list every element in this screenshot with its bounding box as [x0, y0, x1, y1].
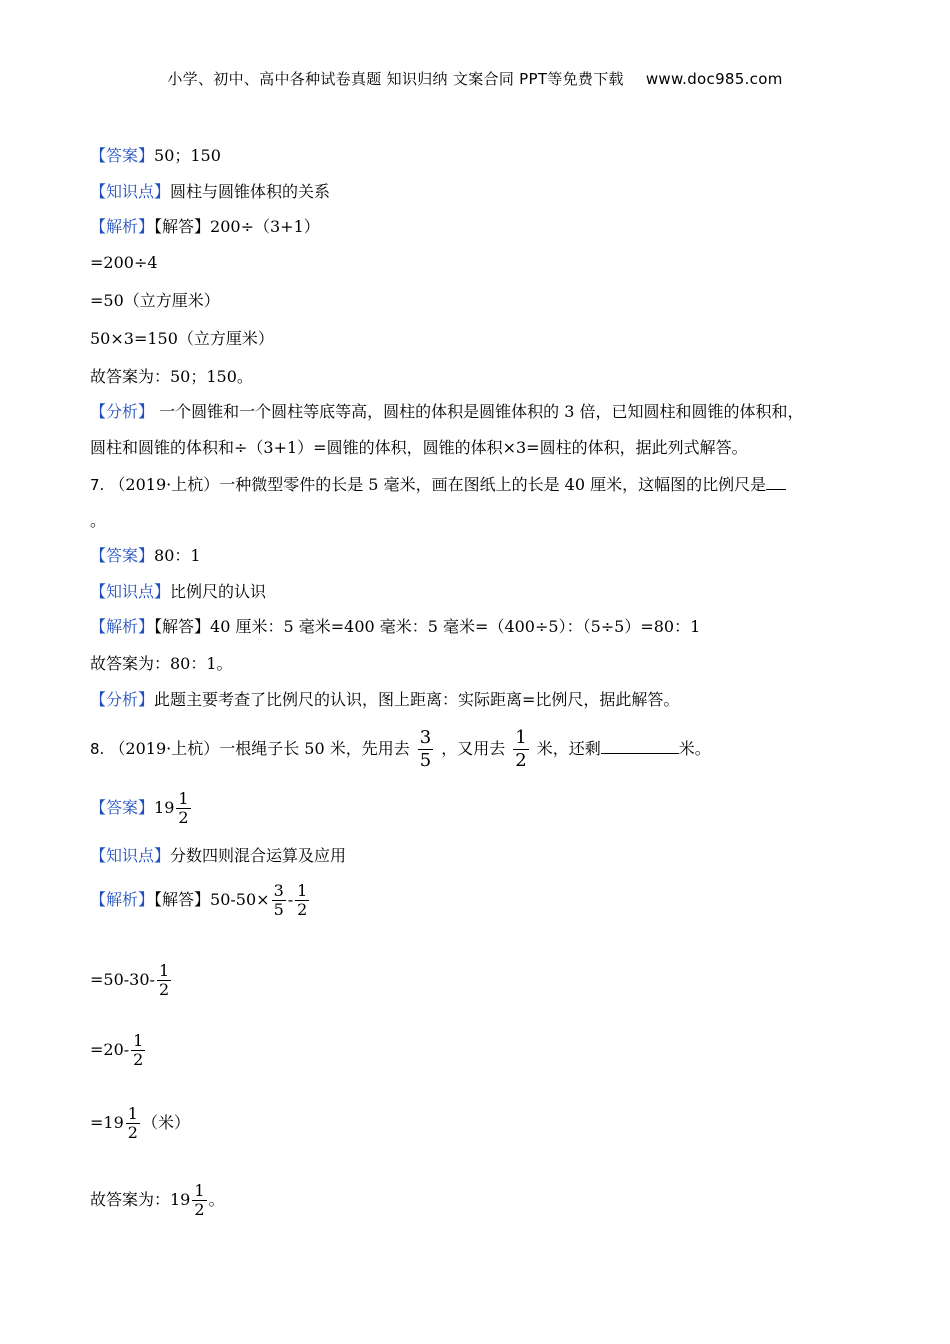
fraction-denominator: 5 — [273, 900, 284, 919]
q6-step2: =200÷4 — [90, 253, 158, 272]
fraction-denominator: 2 — [515, 750, 527, 771]
fraction-denominator: 2 — [178, 808, 189, 827]
fraction-one-half — [192, 1182, 206, 1219]
fraction-denominator: 2 — [194, 1200, 205, 1219]
q6-step4: 50×3=150（立方厘米） — [90, 329, 274, 348]
q7-end: 。 — [90, 511, 107, 530]
q7-question — [90, 474, 786, 496]
q7-text: 一种微型零件的长是 5 毫米，画在图纸上的长是 40 厘米，这幅图的比例尺是 — [219, 475, 767, 494]
fraction-numerator: 1 — [297, 881, 308, 900]
analysis-tag: 【解析】 — [90, 890, 155, 909]
q7-answer: 80：1 — [154, 546, 201, 565]
header-title: 小学、初中、高中各种试卷真题 知识归纳 文案合同 PPT等免费下载 — [167, 70, 624, 88]
q8-answer-line — [90, 790, 193, 827]
fraction-one-half — [126, 1105, 140, 1142]
q8-solution-prefix: 50-50× — [210, 890, 270, 909]
q8-answer-whole: 19 — [154, 798, 175, 817]
q8-knowledge: 分数四则混合运算及应用 — [170, 846, 347, 865]
reasoning-tag: 【分析】 — [90, 690, 155, 709]
q7-reasoning: 此题主要考查了比例尺的认识，图上距离：实际距离=比例尺，据此解答。 — [154, 690, 680, 709]
knowledge-tag: 【知识点】 — [90, 846, 171, 865]
q7-analysis-line — [90, 616, 700, 638]
fraction-numerator: 1 — [127, 1104, 138, 1123]
q7-answer-blank — [766, 475, 786, 490]
reasoning-tag: 【分析】 — [90, 402, 155, 421]
q8-text3: 米，还剩 — [536, 739, 601, 758]
fraction-one-half — [176, 790, 190, 827]
solution-tag: 【解答】 — [154, 890, 211, 909]
q8-text1: 一根绳子长 50 米，先用去 — [219, 739, 410, 758]
q8-line2-text: =50-30- — [90, 970, 155, 989]
answer-tag: 【答案】 — [90, 546, 155, 565]
fraction-numerator: 3 — [419, 727, 432, 748]
fraction-one-half — [513, 727, 528, 772]
fraction-three-fifths — [272, 882, 286, 919]
q6-reasoning-line — [90, 401, 803, 423]
q8-line4 — [90, 1105, 190, 1142]
q7-reasoning-line — [90, 689, 679, 711]
fraction-denominator: 5 — [419, 750, 432, 771]
q6-answer: 50；150 — [154, 146, 221, 165]
knowledge-tag: 【知识点】 — [90, 582, 171, 601]
analysis-tag: 【解析】 — [90, 217, 155, 236]
q8-answer-blank — [601, 739, 679, 754]
q8-knowledge-line — [90, 845, 346, 867]
fraction-numerator: 1 — [133, 1031, 144, 1050]
q6-reasoning1: 一个圆锥和一个圆柱等底等高，圆柱的体积是圆锥体积的 3 倍，已知圆柱和圆锥的体积和， — [154, 402, 804, 421]
q8-conclusion-line — [90, 1182, 225, 1219]
q8-conclusion: 故答案为：19 — [90, 1190, 191, 1209]
solution-tag: 【解答】 — [154, 617, 211, 636]
solution-tag: 【解答】 — [154, 217, 211, 236]
fraction-denominator: 2 — [133, 1050, 144, 1069]
q7-source: （2019·上杭） — [109, 475, 220, 494]
fraction-one-half — [157, 962, 171, 999]
minus-sign: - — [287, 890, 294, 909]
fraction-three-fifths — [418, 727, 433, 772]
q7-answer-line — [90, 545, 201, 567]
q6-step3: =50（立方厘米） — [90, 291, 220, 310]
q8-number: 8. — [90, 740, 105, 758]
header-site-link[interactable]: www.doc985.com — [645, 70, 783, 88]
answer-tag: 【答案】 — [90, 146, 155, 165]
q8-period: 。 — [208, 1190, 225, 1209]
q7-number: 7. — [90, 476, 105, 494]
fraction-numerator: 3 — [273, 881, 284, 900]
q7-solution: 40 厘米：5 毫米=400 毫米：5 毫米=（400÷5）：（5÷5）=80：1 — [210, 617, 701, 636]
fraction-one-half — [295, 882, 309, 919]
q6-conclusion: 故答案为：50；150。 — [90, 367, 253, 386]
q8-line4-text: =19 — [90, 1113, 124, 1132]
q8-line3 — [90, 1032, 147, 1069]
fraction-denominator: 2 — [297, 900, 308, 919]
fraction-numerator: 1 — [158, 961, 170, 980]
q8-text2: ，又用去 — [441, 739, 506, 758]
q8-line2 — [90, 962, 173, 999]
fraction-numerator: 1 — [194, 1181, 205, 1200]
answer-tag: 【答案】 — [90, 798, 155, 817]
fraction-numerator: 1 — [178, 789, 189, 808]
fraction-one-half — [131, 1032, 145, 1069]
fraction-denominator: 2 — [127, 1123, 138, 1142]
q8-source: （2019·上杭） — [109, 739, 220, 758]
q6-answer-line — [90, 145, 221, 167]
q8-unit: （米） — [141, 1113, 190, 1132]
q6-reasoning2: 圆柱和圆锥的体积和÷（3+1）=圆锥的体积，圆锥的体积×3=圆柱的体积，据此列式解答。 — [90, 438, 748, 457]
q7-conclusion: 故答案为：80：1。 — [90, 654, 233, 673]
q7-knowledge: 比例尺的认识 — [170, 582, 267, 601]
fraction-denominator: 2 — [158, 980, 170, 999]
q6-step1: 200÷（3+1） — [210, 217, 320, 236]
q8-line3-text: =20- — [90, 1040, 130, 1059]
q8-analysis-line — [90, 882, 311, 919]
knowledge-tag: 【知识点】 — [90, 182, 171, 201]
page-header — [0, 68, 950, 89]
fraction-numerator: 1 — [515, 727, 527, 748]
q8-question — [90, 727, 711, 772]
q8-text4: 米。 — [678, 739, 711, 758]
q6-knowledge: 圆柱与圆锥体积的关系 — [170, 182, 331, 201]
analysis-tag: 【解析】 — [90, 617, 155, 636]
q6-analysis-line — [90, 216, 320, 238]
q7-knowledge-line — [90, 581, 266, 603]
q6-knowledge-line — [90, 181, 330, 203]
